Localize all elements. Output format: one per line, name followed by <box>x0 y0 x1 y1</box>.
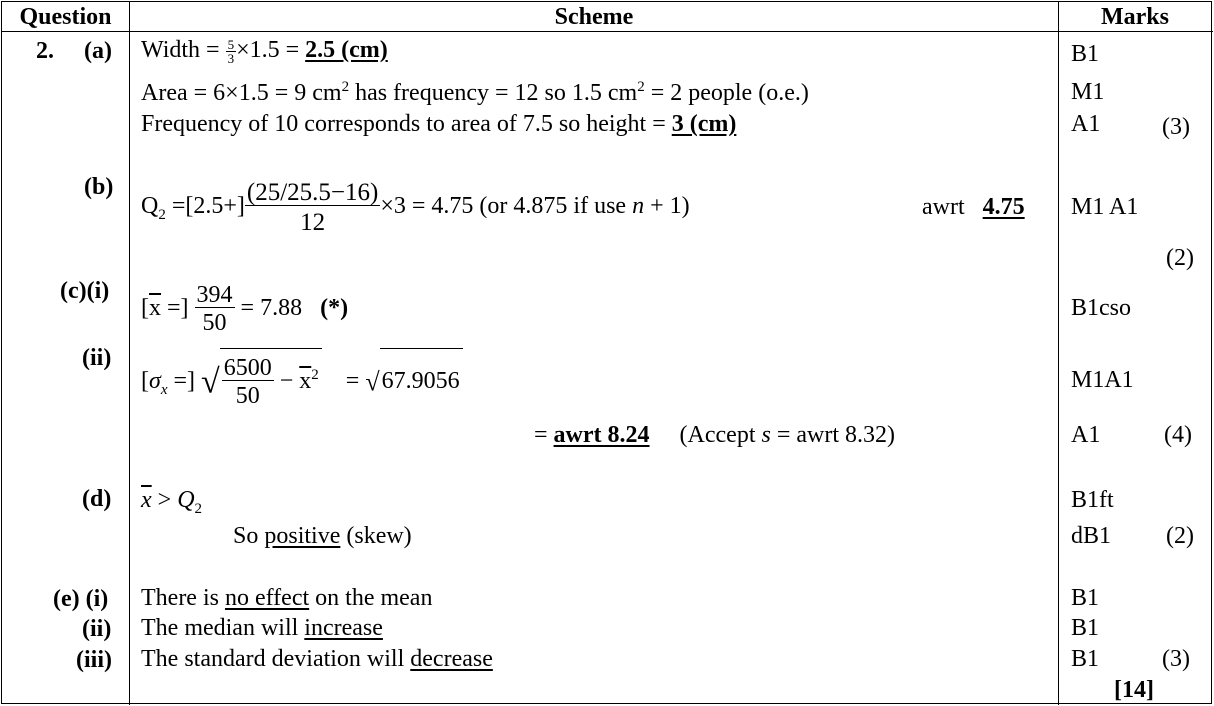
c-total: (4) <box>1164 422 1192 448</box>
header-divider <box>1 31 1213 32</box>
column-divider-marks <box>1058 1 1059 705</box>
b-awrt: awrt 4.75 <box>922 194 1025 220</box>
a-total: (3) <box>1162 114 1190 140</box>
d-comparison: $\overline{x} > Q_2$ <box>141 487 203 517</box>
column-divider-question <box>129 1 130 705</box>
part-a-label: (a) <box>84 38 112 64</box>
a-line-3: Frequency of 10 corresponds to area of 7.5 so height = 3 (cm) <box>141 111 737 137</box>
a-line-1: Width = $\frac{5}{3}$ ×1.5 = 2.5 (cm) <box>141 36 388 66</box>
b-median-formula: $Q_2 =[2.5+]$ $\frac{(25/25.5-16)}{12}$ ×3 = 4.75 (or 4.875 if use n + 1) <box>141 178 690 236</box>
cii-mark-1: M1A1 <box>1071 367 1134 393</box>
a-fraction: $\frac{5}{3}$ <box>227 36 235 66</box>
cii-answer: awrt 8.24 <box>553 422 650 448</box>
header-scheme: Scheme <box>554 4 634 30</box>
part-ci-label: (c)(i) <box>60 278 110 304</box>
b-answer: 4.75 <box>982 194 1025 220</box>
part-eiii-label: (iii) <box>76 647 112 673</box>
grand-total: [14] <box>1114 677 1154 703</box>
part-b-label: (b) <box>84 174 114 200</box>
b-marks: M1 A1 <box>1071 194 1139 220</box>
a-answer-height: 3 (cm) <box>671 111 737 137</box>
part-eii-label: (ii) <box>82 616 112 642</box>
ci-mark: B1cso <box>1071 295 1131 321</box>
d-mark-2: dB1 <box>1071 523 1112 549</box>
e-line-ii: The median will increase <box>141 615 383 641</box>
e-line-iii: The standard deviation will decrease <box>141 646 493 672</box>
b-total: (2) <box>1166 245 1194 271</box>
b-fraction: $\frac{(25/25.5-16)}{12}$ <box>246 178 379 236</box>
part-d-label: (d) <box>82 486 112 512</box>
e-mark-3: B1 <box>1071 646 1100 672</box>
d-mark-1: B1ft <box>1071 487 1114 513</box>
cii-mark-2: A1 <box>1071 422 1101 448</box>
e-line-i: There is no effect on the mean <box>141 585 433 611</box>
e-total: (3) <box>1162 646 1190 672</box>
a-mark-1: B1 <box>1071 41 1100 67</box>
d-total: (2) <box>1166 523 1194 549</box>
ci-mean-formula: [$\overline{x}$ =] $\frac{394}{50}$ = 7.88 (*) <box>141 282 349 337</box>
part-ei-label: (e) (i) <box>53 586 109 612</box>
question-number: 2. <box>36 38 54 64</box>
e-mark-2: B1 <box>1071 615 1100 641</box>
e-mark-1: B1 <box>1071 585 1100 611</box>
cii-sd-formula: [$\sigma_x$ =] √ $\frac{6500}{50}$ − $\overline{x}^2$ = √67.9056 <box>141 348 463 414</box>
header-question: Question <box>19 4 112 30</box>
header-marks: Marks <box>1101 4 1169 30</box>
a-mark-2: M1 <box>1071 79 1105 105</box>
cii-radicand: $\frac{6500}{50}$ − $\overline{x}^2$ <box>220 348 322 413</box>
a-answer-width: 2.5 (cm) <box>305 37 388 63</box>
d-conclusion: So positive (skew) <box>233 523 412 549</box>
part-cii-label: (ii) <box>82 345 112 371</box>
a-mark-3: A1 <box>1071 111 1101 137</box>
ci-fraction: $\frac{394}{50}$ <box>196 282 233 337</box>
a-line-2: Area = 6×1.5 = 9 $cm^2$ has frequency = 12 so 1.5 $cm^2 = 2$ people (o.e.) <box>141 79 809 106</box>
cii-line-2: = awrt 8.24 (Accept s = awrt 8.32) <box>534 422 895 448</box>
